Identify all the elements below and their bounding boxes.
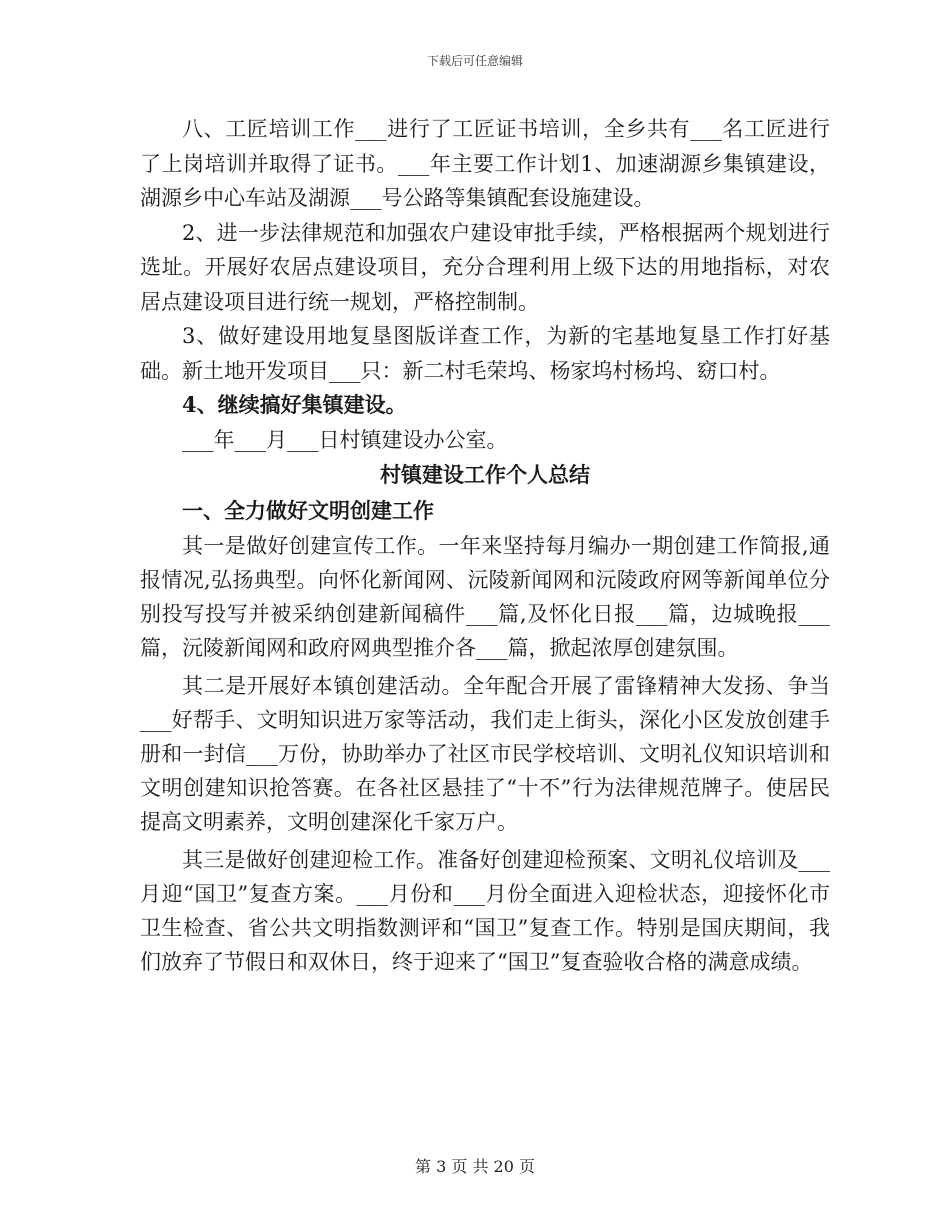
document-body xyxy=(140,112,830,979)
page-number: 第 3 页 共 20 页 xyxy=(415,1157,535,1176)
page-header-note: 下载后可任意编辑 xyxy=(426,54,523,68)
paragraph-publicity-work: 其一是做好创建宣传工作。一年来坚持每月编办一期创建工作简报,通报情况,弘扬典型。向怀化新闻网、沅陵新闻网和沅陵政府网等新闻单位分别投写投写并被采纳创建新闻稿件___篇,及怀化日报___篇，边城晚报___篇，沅陵新闻网和政府网典型推介各___篇，掀起浓厚创建氛围。 xyxy=(140,534,830,660)
paragraph-town-activities: 其二是开展好本镇创建活动。全年配合开展了雷锋精神大发扬、争当___好帮手、文明知识进万家等活动，我们走上街头，深化小区发放创建手册和一封信___万份，协助举办了社区市民学校培训、文明礼仪知识培训和文明创建知识抢答赛。在各社区悬挂了“十不”行为法律规范牌子。使居民提高文明素养，文明创建深化千家万户。 xyxy=(140,674,830,834)
paragraph-town-construction: 4、继续搞好集镇建设。 xyxy=(182,392,407,417)
paragraph-craftsman-training: 八、工匠培训工作___进行了工匠证书培训，全乡共有___名工匠进行了上岗培训并取得了证书。___年主要工作计划1、加速湖源乡集镇建设，湖源乡中心车站及湖源___号公路等集镇配套设施建设。 xyxy=(140,117,830,210)
paragraph-land-survey: 3、做好建设用地复垦图版详查工作，为新的宅基地复垦工作打好基础。新土地开发项目___只：新二村毛荣坞、杨家坞村杨坞、窈口村。 xyxy=(140,324,830,383)
section-heading: 一、全力做好文明创建工作 xyxy=(182,498,434,523)
section-title: 村镇建设工作个人总结 xyxy=(380,462,590,487)
paragraph-inspection-work: 其三是做好创建迎检工作。准备好创建迎检预案、文明礼仪培训及___月迎“国卫”复查方案。___月份和___月份全面进入迎检状态，迎接怀化市卫生检查、省公共文明指数测评和“国卫”复查工作。特别是国庆期间，我们放弃了节假日和双休日，终于迎来了“国卫”复查验收合格的满意成绩。 xyxy=(140,848,830,974)
paragraph-date-signature: ___年___月___日村镇建设办公室。 xyxy=(182,427,508,452)
paragraph-approval-procedures: 2、进一步法律规范和加强农户建设审批手续，严格根据两个规划进行选址。开展好农居点建设项目，充分合理利用上级下达的用地指标，对农居点建设项目进行统一规划，严格控制制。 xyxy=(140,220,830,314)
